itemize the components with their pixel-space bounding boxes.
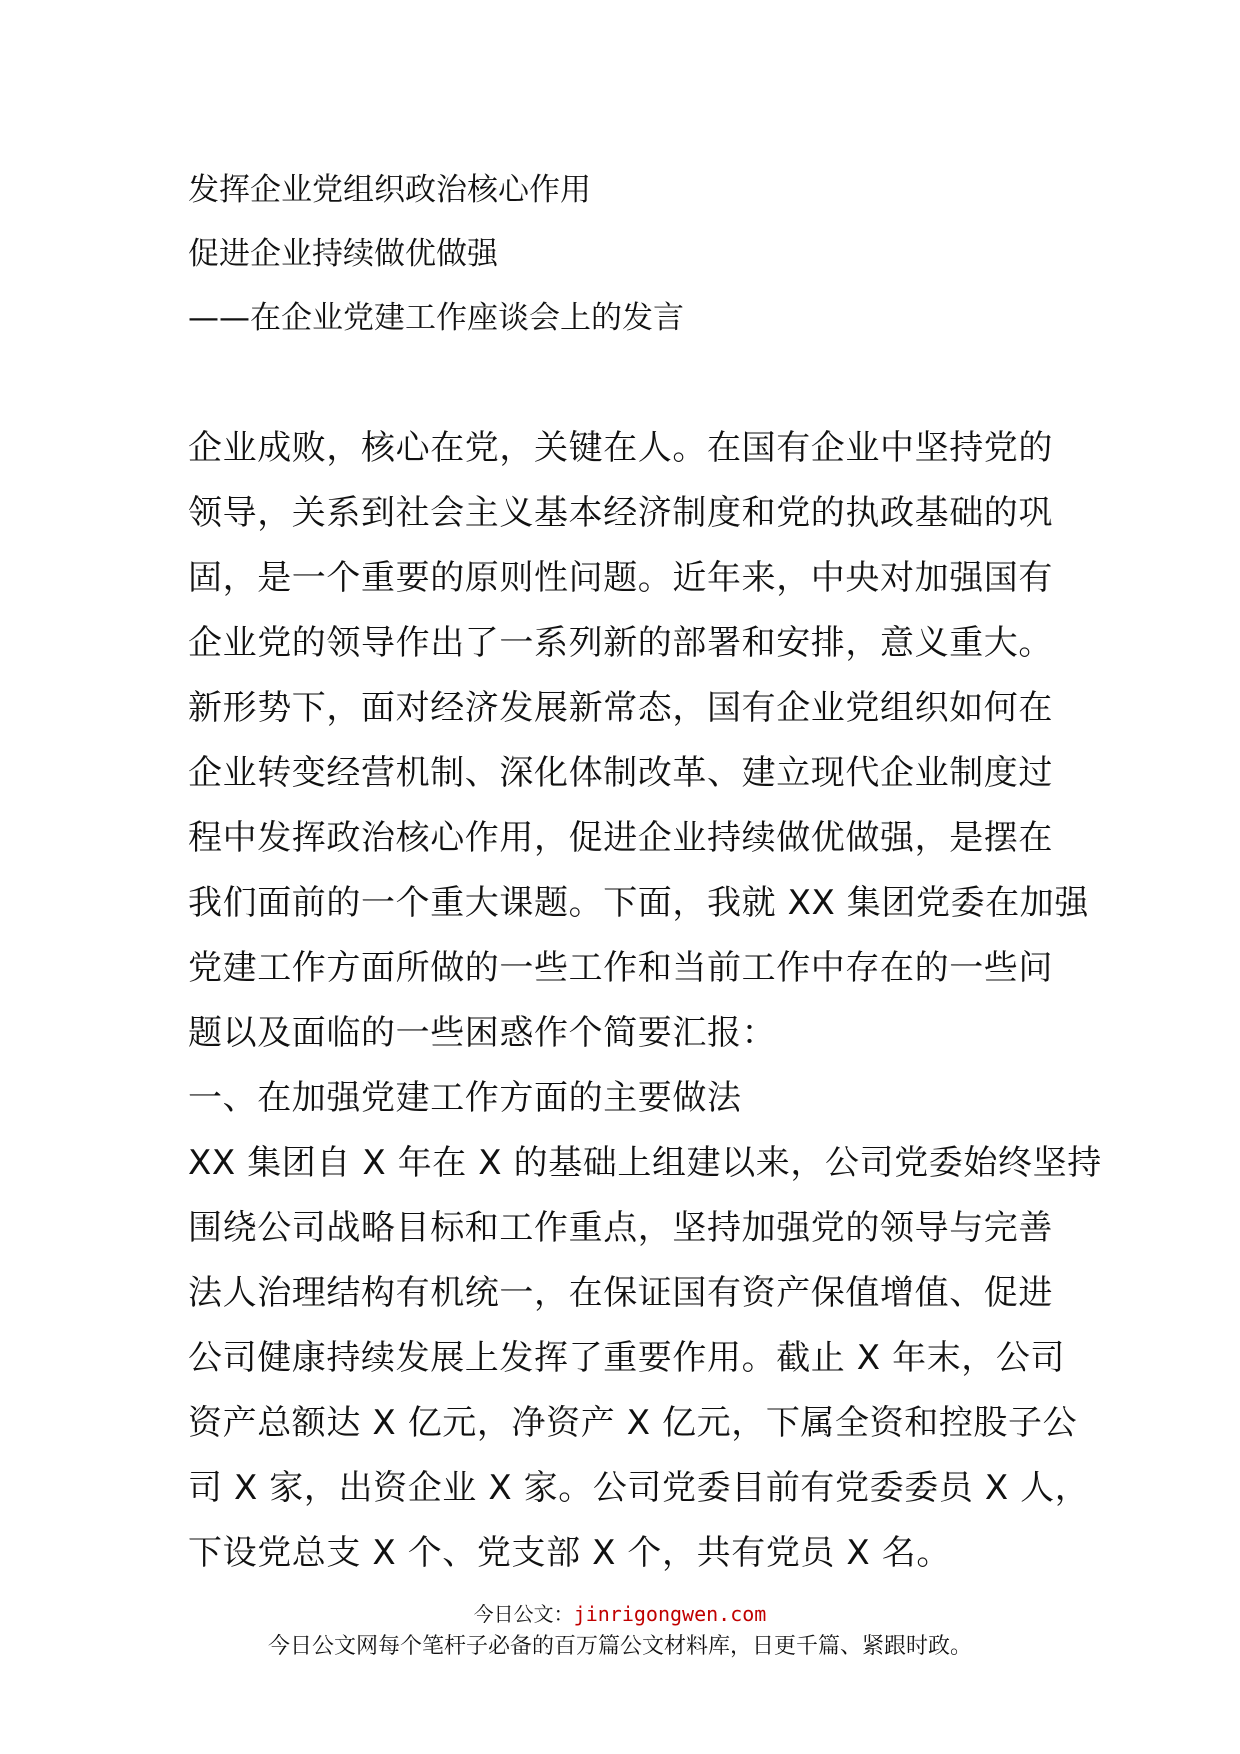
body-line: 资产总额达 X 亿元，净资产 X 亿元，下属全资和控股子公 — [188, 1403, 1078, 1443]
body-line: 固，是一个重要的原则性问题。近年来，中央对加强国有 — [188, 558, 1053, 598]
footer-site-url[interactable]: jinrigongwen.com — [573, 1602, 767, 1626]
body-line: 党建工作方面所做的一些工作和当前工作中存在的一些问 — [188, 948, 1053, 988]
footer-tagline: 今日公文网每个笔杆子必备的百万篇公文材料库，日更千篇、紧跟时政。 — [267, 1634, 972, 1659]
body-line: 司 X 家，出资企业 X 家。公司党委目前有党委委员 X 人， — [188, 1468, 1090, 1508]
footer-site-line — [0, 1600, 1240, 1628]
body-line: 公司健康持续发展上发挥了重要作用。截止 X 年末，公司 — [188, 1338, 1066, 1378]
body-line: 程中发挥政治核心作用，促进企业持续做优做强，是摆在 — [188, 818, 1053, 858]
body-line: 围绕公司战略目标和工作重点，坚持加强党的领导与完善 — [188, 1208, 1053, 1248]
body-line: 领导，关系到社会主义基本经济制度和党的执政基础的巩 — [188, 493, 1053, 533]
body-line: 下设党总支 X 个、党支部 X 个，共有党员 X 名。 — [188, 1533, 951, 1573]
body-line: 我们面前的一个重大课题。下面，我就 XX 集团党委在加强 — [188, 883, 1089, 923]
body-line: 企业成败，核心在党，关键在人。在国有企业中坚持党的 — [188, 428, 1053, 468]
subtitle-line: ——在企业党建工作座谈会上的发言 — [188, 300, 684, 336]
body-line: XX 集团自 X 年在 X 的基础上组建以来，公司党委始终坚持 — [188, 1143, 1102, 1183]
document-body — [188, 416, 1102, 1586]
body-line: 题以及面临的一些困惑作个简要汇报： — [188, 1013, 777, 1053]
title-line-1: 发挥企业党组织政治核心作用 — [188, 172, 591, 208]
document-title — [188, 158, 1068, 350]
footer-site-label: 今日公文： — [473, 1602, 574, 1626]
body-line: 企业党的领导作出了一系列新的部署和安排，意义重大。 — [188, 623, 1053, 663]
body-line: 法人治理结构有机统一，在保证国有资产保值增值、促进 — [188, 1273, 1053, 1313]
body-line: 新形势下，面对经济发展新常态，国有企业党组织如何在 — [188, 688, 1053, 728]
body-line: 企业转变经营机制、深化体制改革、建立现代企业制度过 — [188, 753, 1053, 793]
title-line-2: 促进企业持续做优做强 — [188, 236, 498, 272]
section-heading: 一、在加强党建工作方面的主要做法 — [188, 1078, 742, 1118]
